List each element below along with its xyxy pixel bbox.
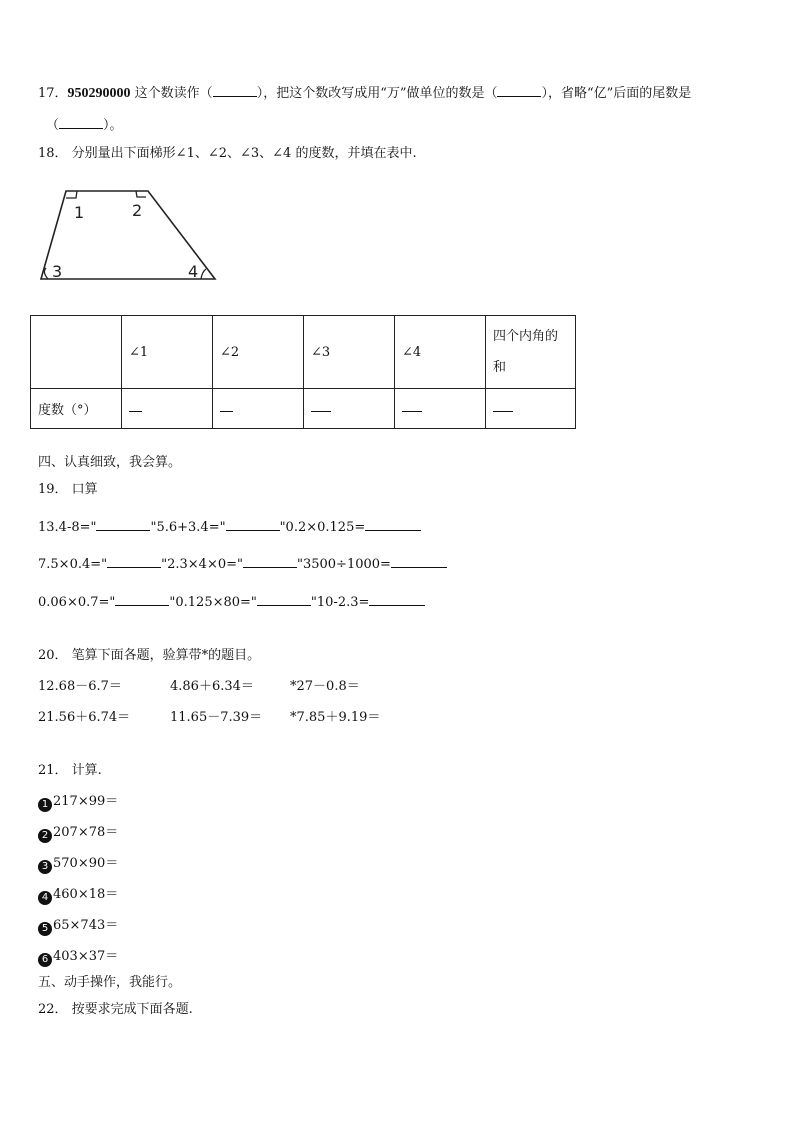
q19-expr: 13.4-8=" bbox=[38, 520, 97, 535]
angle-label-1: 1 bbox=[74, 203, 85, 222]
q17-text-e: ）。 bbox=[103, 118, 123, 133]
q17-text-d: （ bbox=[46, 118, 60, 133]
circled-number-icon: 4 bbox=[38, 891, 52, 905]
q17-text-b: ），把这个数改写成用“万”做单位的数是（ bbox=[256, 86, 498, 101]
trapezoid-figure bbox=[36, 185, 236, 285]
angle-4-mark bbox=[201, 269, 206, 279]
q17-blank-2[interactable] bbox=[497, 82, 541, 97]
angle-table bbox=[30, 315, 576, 429]
header-angle-sum bbox=[486, 316, 576, 389]
q19-row-3 bbox=[38, 591, 425, 612]
q17-blank-1[interactable] bbox=[213, 82, 257, 97]
q19-row-1 bbox=[38, 516, 421, 537]
q19-blank[interactable] bbox=[96, 516, 150, 531]
q19-expr: "0.2×0.125= bbox=[279, 520, 366, 535]
q19-expr: "2.3×4×0=" bbox=[161, 557, 243, 572]
q17-blank-3[interactable] bbox=[59, 114, 103, 129]
angle-label-4: 4 bbox=[188, 262, 199, 281]
value-angle-4[interactable] bbox=[395, 389, 486, 429]
angle-table-value-row bbox=[31, 389, 576, 429]
q19-blank[interactable] bbox=[226, 516, 280, 531]
q20-item: 4.86＋6.34＝ bbox=[170, 679, 254, 694]
value-angle-3[interactable] bbox=[304, 389, 395, 429]
q19-row-2 bbox=[38, 553, 447, 574]
q21-expr: 570×90＝ bbox=[53, 856, 119, 871]
q19-expr: "3500÷1000= bbox=[296, 557, 391, 572]
angle-label-2: 2 bbox=[132, 201, 143, 220]
angle-3-mark bbox=[44, 268, 48, 279]
q20-title: 20． 笔算下面各题，验算带*的题目。 bbox=[38, 648, 261, 663]
q20-item: 12.68－6.7＝ bbox=[38, 679, 122, 694]
q21-item bbox=[38, 855, 118, 874]
q19-expr: 0.06×0.7=" bbox=[38, 595, 116, 610]
circled-number-icon: 2 bbox=[38, 829, 52, 843]
q17-text-a: 这个数读作（ bbox=[130, 86, 213, 101]
circled-number-icon: 6 bbox=[38, 953, 52, 967]
q21-expr: 403×37＝ bbox=[53, 949, 119, 964]
q19-blank[interactable] bbox=[243, 553, 297, 568]
q21-item bbox=[38, 917, 118, 936]
q21-expr: 207×78＝ bbox=[53, 825, 119, 840]
circled-number-icon: 5 bbox=[38, 922, 52, 936]
q19-expr: "10-2.3= bbox=[310, 595, 370, 610]
q22-title: 22． 按要求完成下面各题. bbox=[38, 1002, 193, 1017]
header-angle-1: ∠1 bbox=[122, 316, 213, 389]
q21-item bbox=[38, 948, 118, 967]
q17-prefix: 17． bbox=[38, 86, 68, 101]
q21-expr: 460×18＝ bbox=[53, 887, 119, 902]
header-angle-2: ∠2 bbox=[213, 316, 304, 389]
q21-expr: 217×99＝ bbox=[53, 794, 119, 809]
header-angle-sum-line-2: 和 bbox=[493, 360, 507, 375]
circled-number-icon: 1 bbox=[38, 798, 52, 812]
q21-item bbox=[38, 793, 118, 812]
q20-item: *7.85＋9.19＝ bbox=[290, 710, 381, 725]
q19-blank[interactable] bbox=[369, 591, 425, 606]
q21-item bbox=[38, 886, 118, 905]
q21-title: 21． 计算. bbox=[38, 763, 102, 778]
q18-title: 18． 分别量出下面梯形∠1、∠2、∠3、∠4 的度数，并填在表中. bbox=[38, 146, 417, 161]
header-angle-sum-line-1: 四个内角的 bbox=[493, 329, 559, 344]
circled-number-icon: 3 bbox=[38, 860, 52, 874]
q21-expr: 65×743＝ bbox=[53, 918, 119, 933]
angle-1-mark bbox=[66, 191, 77, 198]
angle-table-header-row bbox=[31, 316, 576, 389]
row-label-degrees: 度数（°） bbox=[31, 389, 122, 429]
q20-item: *27－0.8＝ bbox=[290, 679, 360, 694]
q19-blank[interactable] bbox=[391, 553, 447, 568]
q19-expr: "0.125×80=" bbox=[169, 595, 257, 610]
header-angle-3: ∠3 bbox=[304, 316, 395, 389]
section-4-title: 四、认真细致，我会算。 bbox=[38, 455, 182, 470]
q17-number: 950290000 bbox=[67, 86, 131, 101]
q17-line-1 bbox=[38, 82, 691, 103]
q17-text-c: ），省略“亿”后面的尾数是 bbox=[541, 86, 692, 101]
q19-blank[interactable] bbox=[257, 591, 311, 606]
q19-expr: "5.6+3.4=" bbox=[150, 520, 226, 535]
value-angle-2[interactable] bbox=[213, 389, 304, 429]
section-5-title: 五、动手操作，我能行。 bbox=[38, 975, 182, 990]
q21-item bbox=[38, 824, 118, 843]
header-angle-4: ∠4 bbox=[395, 316, 486, 389]
q20-item: 21.56＋6.74＝ bbox=[38, 710, 131, 725]
angle-label-3: 3 bbox=[52, 262, 63, 281]
q19-blank[interactable] bbox=[115, 591, 169, 606]
q20-item: 11.65－7.39＝ bbox=[170, 710, 263, 725]
q19-blank[interactable] bbox=[365, 516, 421, 531]
angle-table-corner bbox=[31, 316, 122, 389]
q19-expr: 7.5×0.4=" bbox=[38, 557, 108, 572]
value-angle-sum[interactable] bbox=[486, 389, 576, 429]
value-angle-1[interactable] bbox=[122, 389, 213, 429]
q19-blank[interactable] bbox=[107, 553, 161, 568]
angle-2-mark bbox=[136, 191, 146, 197]
q19-title: 19． 口算 bbox=[38, 482, 98, 497]
q17-line-2 bbox=[46, 114, 123, 135]
